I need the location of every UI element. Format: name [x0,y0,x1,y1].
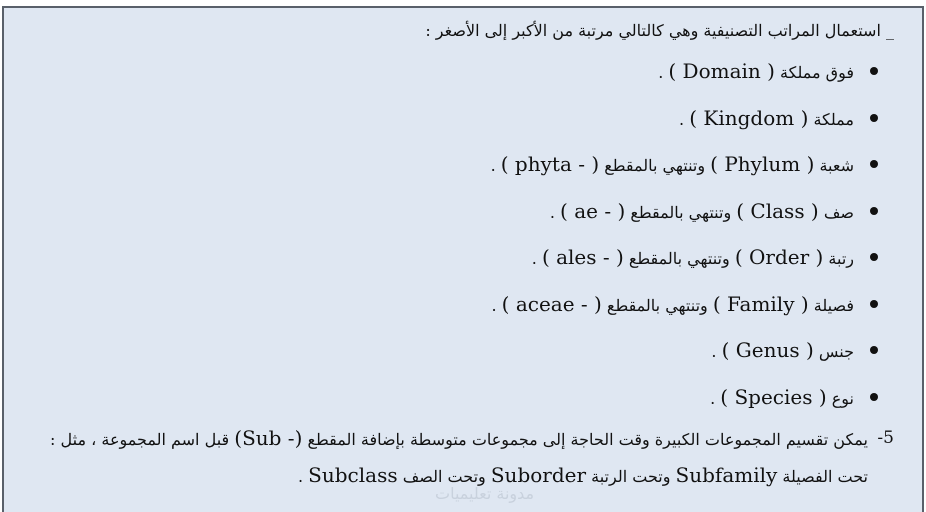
note-text: وتحت الرتبة [591,467,671,486]
note-example-suborder: Suborder [490,463,587,487]
rank-end: . [549,202,555,222]
note-text: تحت الفصيلة [782,467,868,486]
rank-arabic: فصيلة [813,295,854,315]
bullet-icon [870,393,878,401]
note-example-subclass: Subclass [308,463,398,487]
rank-item-order [22,234,894,281]
bullet-icon [870,346,878,354]
bullet-icon [870,300,878,308]
document-body [22,14,894,512]
rank-latin: ( Family ) [712,291,809,316]
rank-latin: ( Genus ) [721,338,814,362]
rank-arabic: جنس [818,342,854,361]
rank-latin: ( Kingdom ) [689,105,809,130]
note-text: قبل اسم المجموعة ، مثل : [50,430,230,449]
rank-latin: ( Species ) [720,384,827,409]
note-end: . [297,467,304,486]
content-panel [2,6,924,512]
rank-arabic: شعبة [819,156,854,175]
rank-item-phylum [22,141,894,188]
rank-item-genus [22,327,894,374]
rank-latin: ( Domain ) [668,59,775,83]
rank-item-species [22,374,894,421]
bullet-icon [870,67,878,75]
rank-end: . [490,156,496,175]
note-text: يمكن تقسيم المجموعات الكبيرة وقت الحاجة إلى مجموعات متوسطة بإضافة المقطع [307,430,868,449]
bullet-icon [870,160,878,168]
rank-suffix: ( ae - ) [560,198,626,223]
rank-item-class [22,188,894,235]
bullet-icon [870,253,878,261]
rank-latin: ( Phylum ) [710,152,815,176]
rank-suffix: ( aceae - ) [501,291,602,316]
bullet-icon [870,207,878,215]
rank-arabic: فوق مملكة [780,63,854,82]
rank-end: . [710,388,716,408]
rank-item-domain [22,48,894,95]
bullet-icon [870,114,878,122]
rank-end: . [658,63,664,82]
rank-suffix-label: وتنتهي بالمقطع [630,202,732,222]
note-paragraph [22,420,894,457]
rank-item-family [22,281,894,328]
rank-item-kingdom [22,95,894,142]
rank-suffix-label: وتنتهي بالمقطع [604,156,706,175]
note-latin-prefix: (Sub -) [234,426,303,450]
rank-arabic: رتبة [828,249,854,268]
rank-arabic: نوع [831,388,854,408]
rank-suffix: ( phyta - ) [500,152,600,176]
taxonomic-ranks-list [22,48,894,420]
note-example-subfamily: Subfamily [675,463,778,487]
note-text: وتحت الصف [402,467,486,486]
watermark: مدونة تعليميات [435,484,535,503]
rank-suffix: ( ales - ) [541,245,624,269]
intro-line: _ استعمال المراتب التصنيفية وهي كالتالي مرتبة من الأكبر إلى الأصغر : [425,21,894,40]
rank-latin: ( Class ) [736,198,819,223]
rank-end: . [679,109,685,129]
rank-arabic: مملكة [813,109,854,129]
rank-end: . [491,295,497,315]
rank-arabic: صف [823,202,854,222]
note-number: 5- [877,428,894,448]
rank-suffix-label: وتنتهي بالمقطع [628,249,730,268]
rank-end: . [531,249,537,268]
rank-suffix-label: وتنتهي بالمقطع [606,295,708,315]
rank-latin: ( Order ) [734,245,824,269]
rank-end: . [711,342,717,361]
